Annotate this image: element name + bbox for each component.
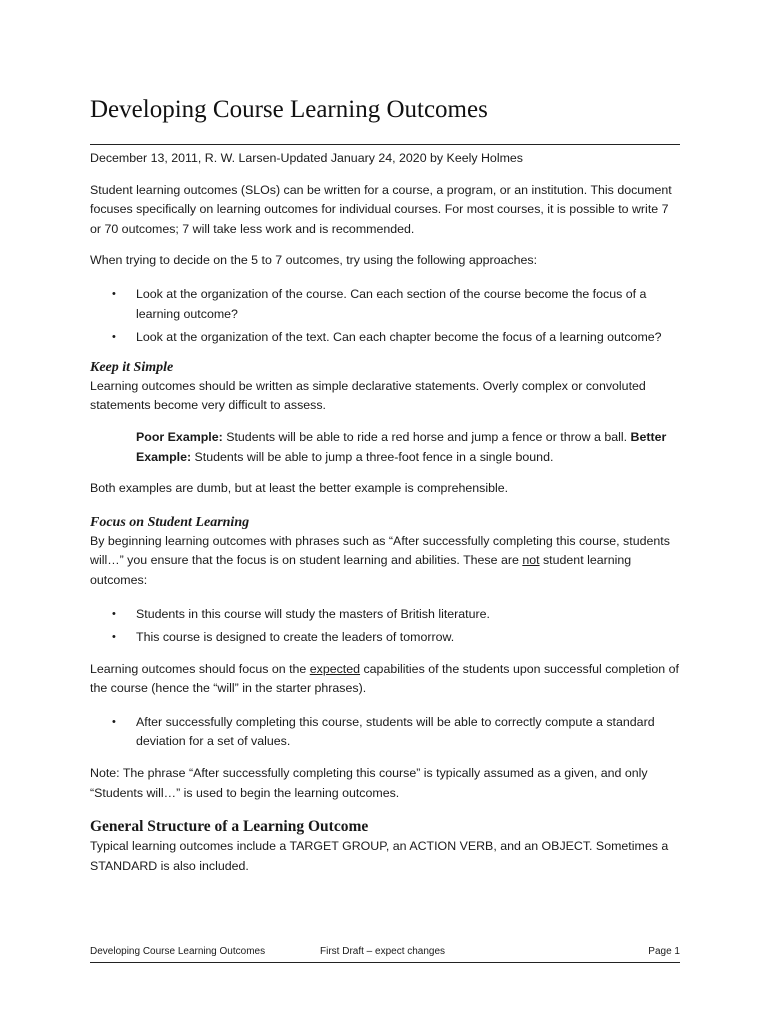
- keep-simple-heading: Keep it Simple: [90, 359, 174, 375]
- document-body: [90, 149, 680, 876]
- approach-intro: When trying to decide on the 5 to 7 outcomes, try using the following approaches:: [90, 253, 538, 268]
- list-item: • Students in this course will study the masters of British literature.: [136, 605, 680, 625]
- focus-heading: Focus on Student Learning: [90, 514, 250, 530]
- focus-text-after: student learning outcomes:: [90, 553, 632, 587]
- list-item: • This course is designed to create the leaders of tomorrow.: [136, 628, 680, 648]
- structure-heading: General Structure of a Learning Outcome: [90, 818, 369, 836]
- approaches-list: [90, 285, 680, 348]
- expected-underlined: expected: [309, 661, 361, 676]
- list-item: • Look at the organization of the course. Can each section of the course become the focus of a learning outcome?: [136, 285, 680, 324]
- expected-before: Learning outcomes should focus on the: [90, 661, 310, 676]
- footer-left: Developing Course Learning Outcomes: [90, 946, 266, 957]
- poor-example-text: Students will be able to ride a red horse and jump a fence or throw a ball.: [222, 429, 631, 444]
- footer-rule: [90, 962, 680, 963]
- page-footer: [90, 946, 680, 962]
- focus-text: [90, 532, 680, 591]
- poor-example-label: Poor Example:: [136, 429, 223, 444]
- non-examples-list: [90, 605, 680, 648]
- better-example-label: Better Example:: [136, 429, 667, 464]
- expected-paragraph: [90, 660, 680, 699]
- list-item: • After successfully completing this course, students will be able to correctly compute a standard deviation for a set of values.: [136, 713, 680, 752]
- focus-text-before: By beginning learning outcomes with phrases such as “After successfully completing this course, students will…” you ensure that the focus is on student learning and abilities. These are: [90, 533, 670, 568]
- byline: December 13, 2011, R. W. Larsen-Updated January 24, 2020 by Keely Holmes: [90, 151, 523, 165]
- footer-page-number: Page 1: [648, 946, 680, 957]
- footer-center: First Draft – expect changes: [320, 946, 446, 957]
- document-title: Developing Course Learning Outcomes: [90, 96, 488, 123]
- expected-after: capabilities of the students upon successful completion of the course (hence the “will” in the starter phrases).: [90, 661, 679, 696]
- intro-paragraph: Student learning outcomes (SLOs) can be written for a course, a program, or an institution. This document focuses specifically on learning outcomes for individual courses. For most courses, it is possible to write 7 or 70 outcomes; 7 will take less work and is recommended.: [90, 182, 672, 236]
- keep-simple-text: Learning outcomes should be written as simple declarative statements. Overly complex or convoluted statements become very difficult to assess.: [90, 378, 646, 413]
- examples-comment: Both examples are dumb, but at least the better example is comprehensible.: [90, 481, 509, 496]
- examples-paragraph: [90, 428, 680, 467]
- title-rule: [90, 144, 680, 145]
- list-item: • Look at the organization of the text. Can each chapter become the focus of a learning outcome?: [136, 328, 680, 348]
- better-example-text: Students will be able to jump a three-foot fence in a single bound.: [191, 449, 554, 464]
- example-list: [90, 713, 680, 752]
- focus-not-underlined: not: [522, 553, 540, 568]
- note-paragraph: Note: The phrase “After successfully completing this course” is typically assumed as a given, and only “Students will…” is used to begin the learning outcomes.: [90, 766, 648, 800]
- structure-text: Typical learning outcomes include a TARGET GROUP, an ACTION VERB, and an OBJECT. Sometimes a STANDARD is also included.: [90, 839, 669, 873]
